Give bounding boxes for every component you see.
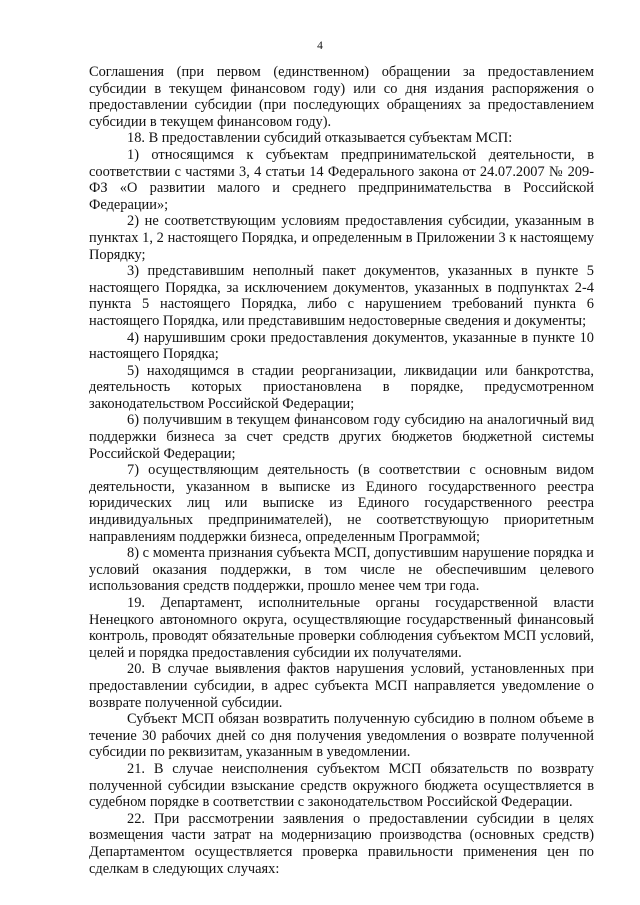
paragraph: Субъект МСП обязан возвратить полученную субсидию в полном объеме в течение 30 рабочих дней со дня получения уведомления о возврате полученной субсидии по реквизитам, указанным в уведомлении. xyxy=(89,711,594,761)
paragraph: 20. В случае выявления фактов нарушения условий, установленных при предоставлении субсидии, в адрес субъекта МСП направляется уведомление о возврате полученной субсидии. xyxy=(89,661,594,711)
paragraph: 4) нарушившим сроки предоставления документов, указанные в пункте 10 настоящего Порядка; xyxy=(89,329,594,363)
page-number: 4 xyxy=(317,40,323,52)
paragraph: 19. Департамент, исполнительные органы государственной власти Ненецкого автономного округа, осуществляющие государственный финансовый контроль, проводят обязательные проверки соблюдения субъектом МСП условий, целей и порядка предоставления субсидии их получателями. xyxy=(89,595,594,661)
paragraph: 18. В предоставлении субсидий отказывается субъектам МСП: xyxy=(127,130,513,147)
paragraph: Соглашения (при первом (единственном) обращении за предоставлением субсидии в текущем финансовом году) или со дня издания распоряжения о предоставлении субсидии (при последующих обращениях за предоставлением субсидии в текущем финансовом году). xyxy=(89,64,594,130)
paragraph: 2) не соответствующим условиям предоставления субсидии, указанным в пунктах 1, 2 настоящего Порядка, и определенным в Приложении 3 к настоящему Порядку; xyxy=(89,213,594,263)
paragraph: 21. В случае неисполнения субъектом МСП обязательств по возврату полученной субсидии взыскание средств окружного бюджета осуществляется в судебном порядке в соответствии с законодательством Российской Федерации. xyxy=(89,760,594,811)
paragraph: 7) осуществляющим деятельность (в соответствии с основным видом деятельности, указанном в выписке из Единого государственного реестра юридических лиц или выписке из Единого государственного реестра индивидуальных предпринимателей), не соответствующую приоритетным направлениям поддержки бизнеса, определенным Программой; xyxy=(89,462,594,545)
paragraph: 8) с момента признания субъекта МСП, допустившим нарушение порядка и условий оказания поддержки, в том числе не обеспечившим целевого использования средств поддержки, прошло менее чем три года. xyxy=(89,545,594,595)
paragraph: 3) представившим неполный пакет документов, указанных в пункте 5 настоящего Порядка, за исключением документов, указанных в подпунктах 2-4 пункта 5 настоящего Порядка, либо с нарушением требований пункта 6 настоящего Порядка, или представившим недостоверные сведения и документы; xyxy=(89,263,594,329)
document-body xyxy=(89,64,594,877)
paragraph: 6) получившим в текущем финансовом году субсидию на аналогичный вид поддержки бизнеса за счет средств других бюджетов бюджетной системы Российской Федерации; xyxy=(89,412,594,462)
paragraph: 1) относящимся к субъектам предпринимательской деятельности, в соответствии с частями 3, 4 статьи 14 Федерального закона от 24.07.2007 № 209-ФЗ «О развитии малого и среднего предпринимательства в Российской Федерации»; xyxy=(89,146,594,213)
paragraph: 22. При рассмотрении заявления о предоставлении субсидии в целях возмещения части затрат на модернизацию производства (основных средств) Департаментом осуществляется проверка правильности применения цен по сделкам в следующих случаях: xyxy=(89,810,594,877)
paragraph: 5) находящимся в стадии реорганизации, ликвидации или банкротства, деятельность которых приостановлена в порядке, предусмотренном законодательством Российской Федерации; xyxy=(89,362,594,412)
